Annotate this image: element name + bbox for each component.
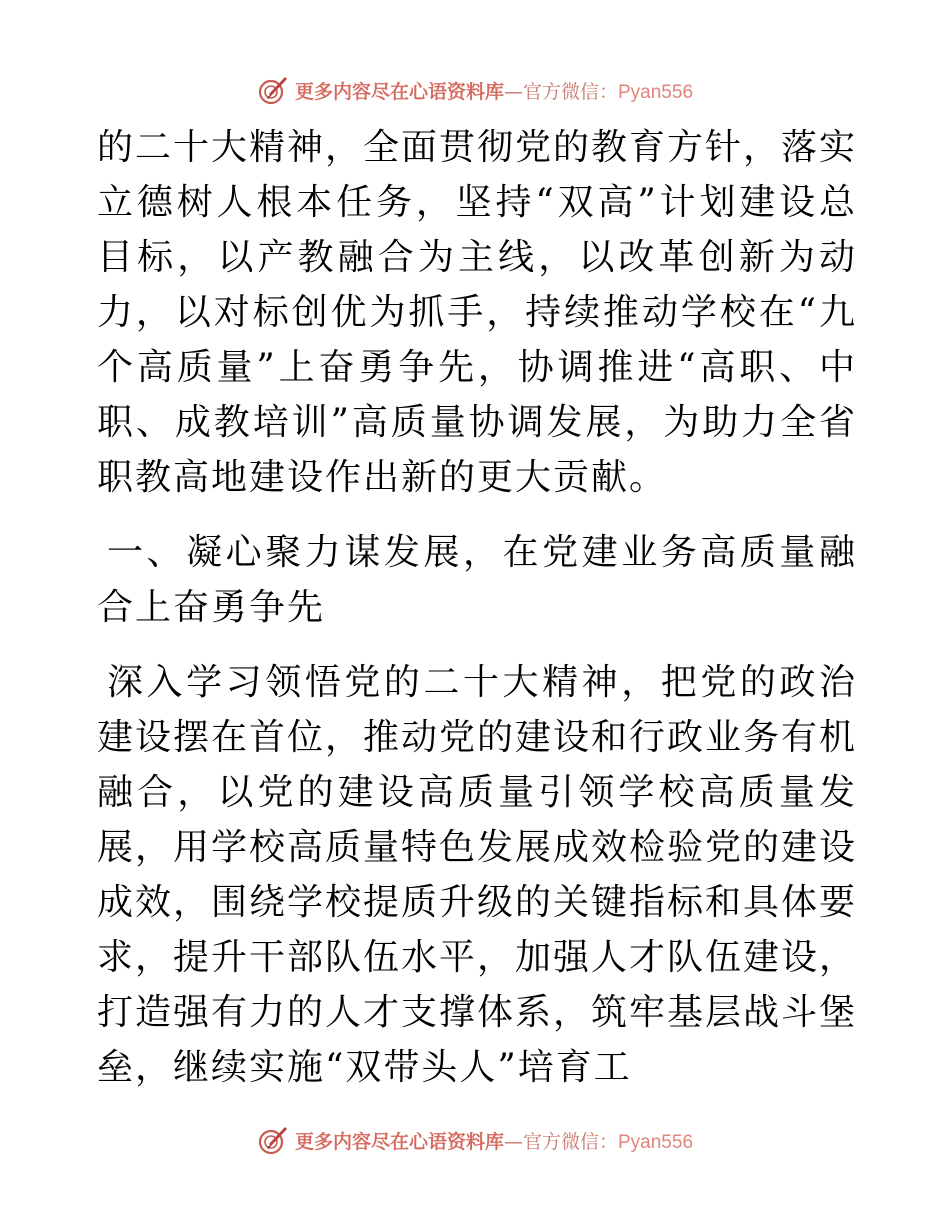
watermark-handle: Pyan556 bbox=[618, 1131, 694, 1153]
body-paragraph: 的二十大精神，全面贯彻党的教育方针，落实立德树人根本任务，坚持“双高”计划建设总目标，以产教融合为主线，以改革创新为动力，以对标创优为抓手，持续推动学校在“九个高质量”上奋勇争先，协调推进“高职、中职、成教培训”高质量协调发展，为助力全省职教高地建设作出新的更大贡献。 bbox=[97, 127, 858, 498]
footer-watermark-text bbox=[295, 1127, 693, 1154]
document-body bbox=[97, 120, 857, 1095]
watermark-wechat-label: 官方微信： bbox=[522, 80, 618, 103]
watermark-main-text: 更多内容尽在心语资料库 bbox=[294, 80, 504, 103]
header-watermark-text bbox=[295, 77, 693, 104]
quill-pen-logo-icon bbox=[257, 1124, 289, 1156]
header-watermark bbox=[0, 72, 950, 108]
watermark-dash: — bbox=[503, 80, 523, 103]
watermark-main-text: 更多内容尽在心语资料库 bbox=[294, 1130, 504, 1153]
section-heading: 一、凝心聚力谋发展，在党建业务高质量融合上奋勇争先 bbox=[97, 532, 857, 628]
footer-watermark bbox=[0, 1122, 950, 1158]
quill-pen-logo-icon bbox=[257, 74, 289, 106]
watermark-dash: — bbox=[503, 1130, 523, 1153]
watermark-handle: Pyan556 bbox=[618, 81, 694, 103]
watermark-wechat-label: 官方微信： bbox=[522, 1130, 618, 1153]
body-paragraph: 深入学习领悟党的二十大精神，把党的政治建设摆在首位，推动党的建设和行政业务有机融合，以党的建设高质量引领学校高质量发展，用学校高质量特色发展成效检验党的建设成效，围绕学校提质升级的关键指标和具体要求，提升干部队伍水平，加强人才队伍建设，打造强有力的人才支撑体系，筑牢基层战斗堡垒，继续实施“双带头人”培育工 bbox=[97, 662, 858, 1088]
